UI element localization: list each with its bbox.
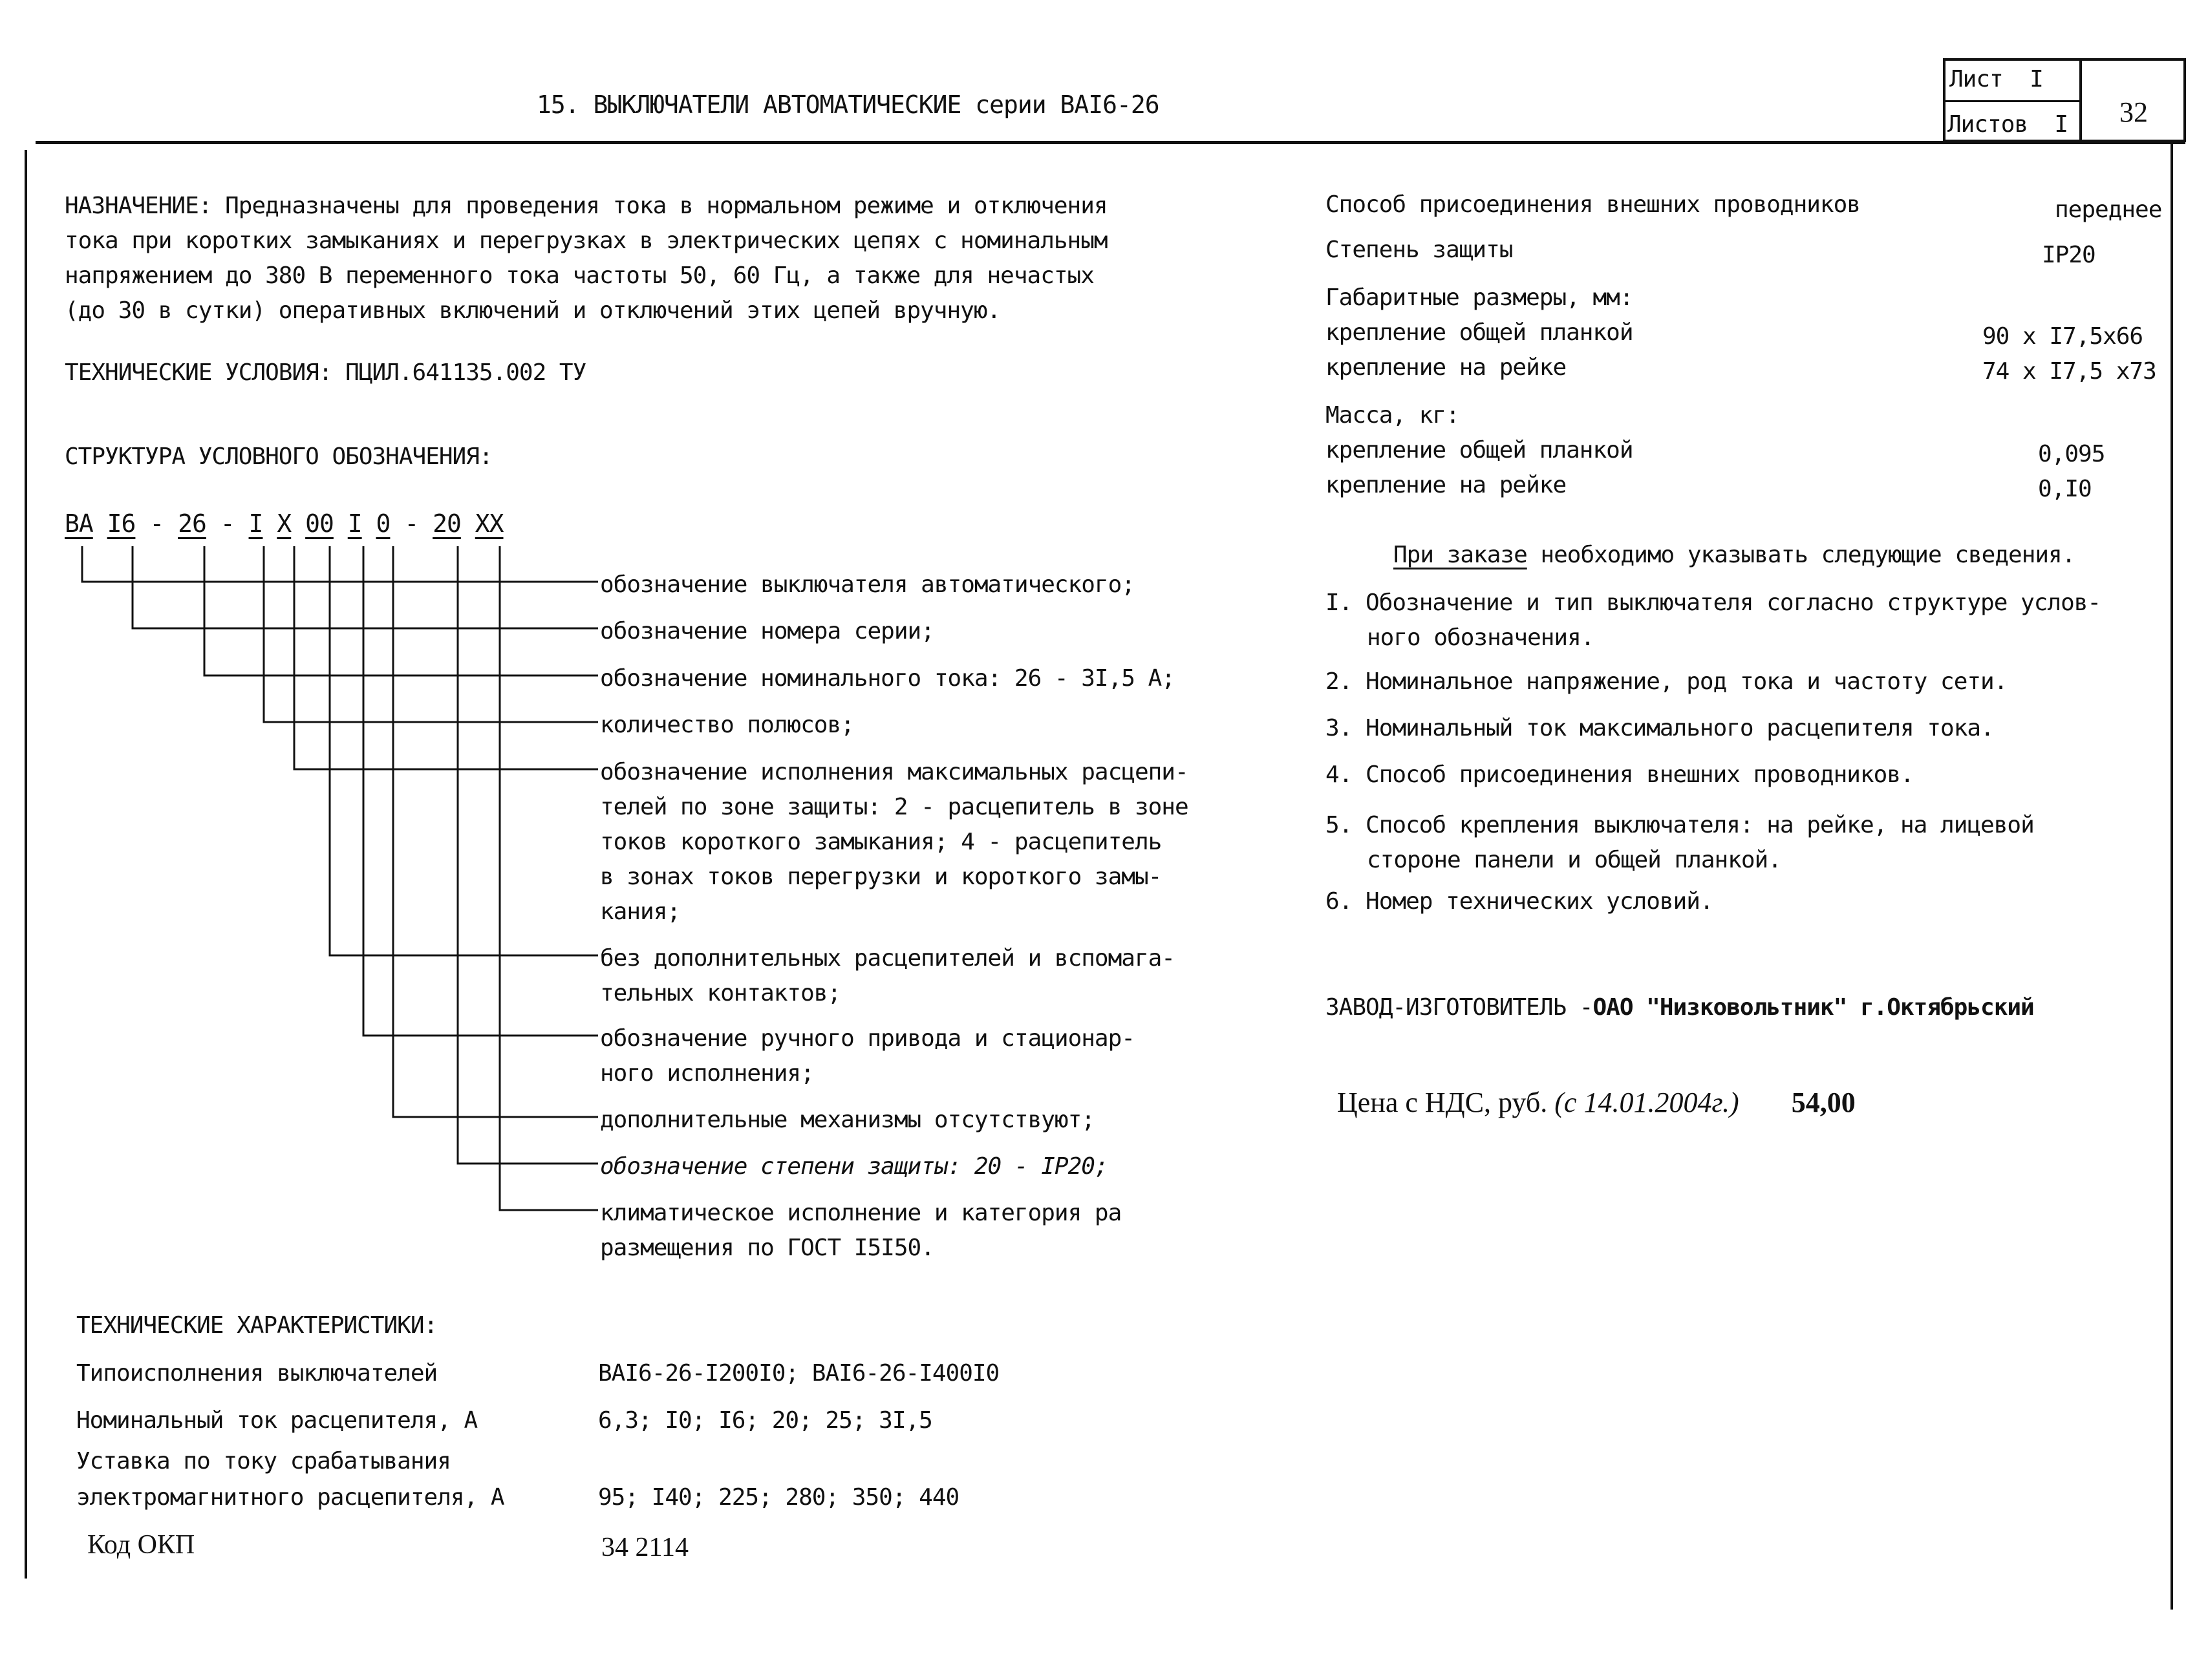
order-lead-rest: необходимо указывать следующие сведения.	[1540, 542, 2075, 568]
code-part-mechanisms: 0	[376, 509, 391, 538]
code-separator: -	[220, 509, 235, 538]
structure-desc-9: климатическое исполнение и категория ра размещения по ГОСТ I5I50.	[600, 1200, 1122, 1261]
order-item-number: 4.	[1325, 761, 1353, 788]
code-part-va: ВА	[65, 509, 93, 538]
price-value: 54,00	[1791, 1087, 1856, 1118]
mass-rail-value: 0,I0	[2038, 476, 2092, 502]
code-part-poles: I	[248, 509, 263, 538]
code-part-protection: 20	[433, 509, 461, 538]
char-row-value: ВАI6-26-I200I0; ВАI6-26-I400I0	[598, 1360, 1000, 1387]
structure-desc-1: обозначение номера серии;	[600, 618, 934, 644]
page-number: 32	[2119, 96, 2148, 128]
structure-desc-8: обозначение степени защиты: 20 - IP20;	[600, 1153, 1108, 1180]
sheet-label: Лист I	[1949, 66, 2043, 92]
char-row-label: Уставка по току срабатывания	[76, 1448, 451, 1474]
purpose-line: Предназначены для проведения тока в нормальном режиме и отключения	[225, 193, 1108, 219]
structure-desc-2: обозначение номинального тока: 26 - 3I,5 А;	[600, 665, 1175, 692]
order-item-number: 5.	[1325, 812, 1353, 838]
price-date: (с 14.01.2004г.)	[1554, 1087, 1739, 1118]
code-separator: -	[149, 509, 164, 538]
order-item-number: 3.	[1325, 715, 1353, 741]
char-row-label: электромагнитного расцепителя, А	[76, 1484, 504, 1511]
okp-value: 34 2114	[601, 1533, 689, 1562]
structure-desc-4: обозначение исполнения максимальных расцепи- телей по зоне защиты: 2 - расцепитель в зоне токов короткого замыкания; 4 - расцепитель в зонах токов перегрузки и короткого замы- кания;	[600, 759, 1188, 925]
structure-desc-6: обозначение ручного привода и стационар- ного исполнения;	[600, 1025, 1135, 1087]
protection-label: Степень защиты	[1325, 237, 1513, 263]
manufacturer-name: ОАО "Низковольтник" г.Октябрьский	[1592, 994, 2034, 1021]
order-item: 4. Способ присоединения внешних проводников.	[1325, 761, 1914, 788]
purpose-label: НАЗНАЧЕНИЕ:	[65, 193, 212, 219]
dims-heading: Габаритные размеры, мм:	[1325, 284, 1633, 311]
dims-rail-value: 74 х I7,5 х73	[1982, 358, 2156, 385]
connection-value: переднее	[2055, 197, 2162, 223]
code-part-contacts: 00	[305, 509, 334, 538]
mass-rail-label: крепление на рейке	[1325, 472, 1567, 498]
order-item-number: I.	[1325, 590, 1353, 616]
structure-desc-5: без дополнительных расцепителей и вспомага- тельных контактов;	[600, 945, 1175, 1006]
order-item: 3. Номинальный ток максимального расцепителя тока.	[1325, 715, 1994, 741]
purpose-line: напряжением до 380 В переменного тока частоты 50, 60 Гц, а также для нечастых	[65, 262, 1094, 289]
tech-conditions: ТЕХНИЧЕСКИЕ УСЛОВИЯ: ПЦИЛ.641135.002 ТУ	[65, 359, 586, 386]
purpose-line: (до 30 в сутки) оперативных включений и отключений этих цепей вручную.	[65, 297, 1001, 324]
mass-plate-label: крепление общей планкой	[1325, 437, 1633, 463]
order-item: 5. Способ крепления выключателя: на рейке, на лицевой стороне панели и общей планкой.	[1325, 812, 2034, 873]
order-lead	[1393, 542, 2075, 568]
manufacturer	[1325, 994, 2034, 1021]
okp-label: Код ОКП	[87, 1530, 195, 1560]
structure-desc-0: обозначение выключателя автоматического;	[600, 571, 1135, 598]
char-row-label: Номинальный ток расцепителя, А	[76, 1407, 478, 1434]
order-item-number: 2.	[1325, 668, 1353, 695]
price-label: Цена с НДС, руб.	[1337, 1087, 1548, 1118]
code-separator: -	[404, 509, 419, 538]
order-lead-underlined: При заказе	[1393, 542, 1527, 568]
order-item: 6. Номер технических условий.	[1325, 888, 1713, 915]
characteristics-heading: ТЕХНИЧЕСКИЕ ХАРАКТЕРИСТИКИ:	[76, 1312, 438, 1339]
price	[1337, 1086, 1856, 1119]
sheets-value: I	[2054, 111, 2068, 138]
manufacturer-label: ЗАВОД-ИЗГОТОВИТЕЛЬ -	[1325, 994, 1593, 1021]
order-item: I. Обозначение и тип выключателя согласно структуре услов- ного обозначения.	[1325, 590, 2101, 651]
page-title: 15. ВЫКЛЮЧАТЕЛИ АВТОМАТИЧЕСКИЕ серии ВАI6-26	[537, 90, 1159, 119]
dims-plate-label: крепление общей планкой	[1325, 319, 1633, 346]
structure-desc-3: количество полюсов;	[600, 712, 854, 738]
structure-desc-7: дополнительные механизмы отсутствуют;	[600, 1107, 1095, 1133]
connection-label: Способ присоединения внешних проводников	[1325, 191, 1860, 218]
protection-value: IP20	[2042, 242, 2095, 268]
order-item-number: 6.	[1325, 888, 1353, 915]
sheets-label: Листов I	[1947, 111, 2068, 138]
char-row-value: 6,3; I0; I6; 20; 25; 3I,5	[598, 1407, 932, 1434]
purpose-line: тока при коротких замыканиях и перегрузках в электрических цепях с номинальным	[65, 228, 1108, 254]
code-part-release: X	[277, 509, 292, 538]
code-part-climate: XX	[475, 509, 504, 538]
structure-heading: СТРУКТУРА УСЛОВНОГО ОБОЗНАЧЕНИЯ:	[65, 443, 493, 470]
code-part-current: 26	[178, 509, 206, 538]
char-row-value: 95; I40; 225; 280; 350; 440	[598, 1484, 959, 1511]
mass-heading: Масса, кг:	[1325, 402, 1459, 429]
mass-plate-value: 0,095	[2038, 441, 2105, 467]
code-part-drive: I	[347, 509, 362, 538]
order-item: 2. Номинальное напряжение, род тока и частоту сети.	[1325, 668, 2008, 695]
sheet-value: I	[2030, 66, 2043, 92]
code-part-series: I6	[107, 509, 136, 538]
char-row-label: Типоисполнения выключателей	[76, 1360, 438, 1387]
dims-rail-label: крепление на рейке	[1325, 354, 1567, 381]
dims-plate-value: 90 х I7,5х66	[1982, 323, 2143, 350]
